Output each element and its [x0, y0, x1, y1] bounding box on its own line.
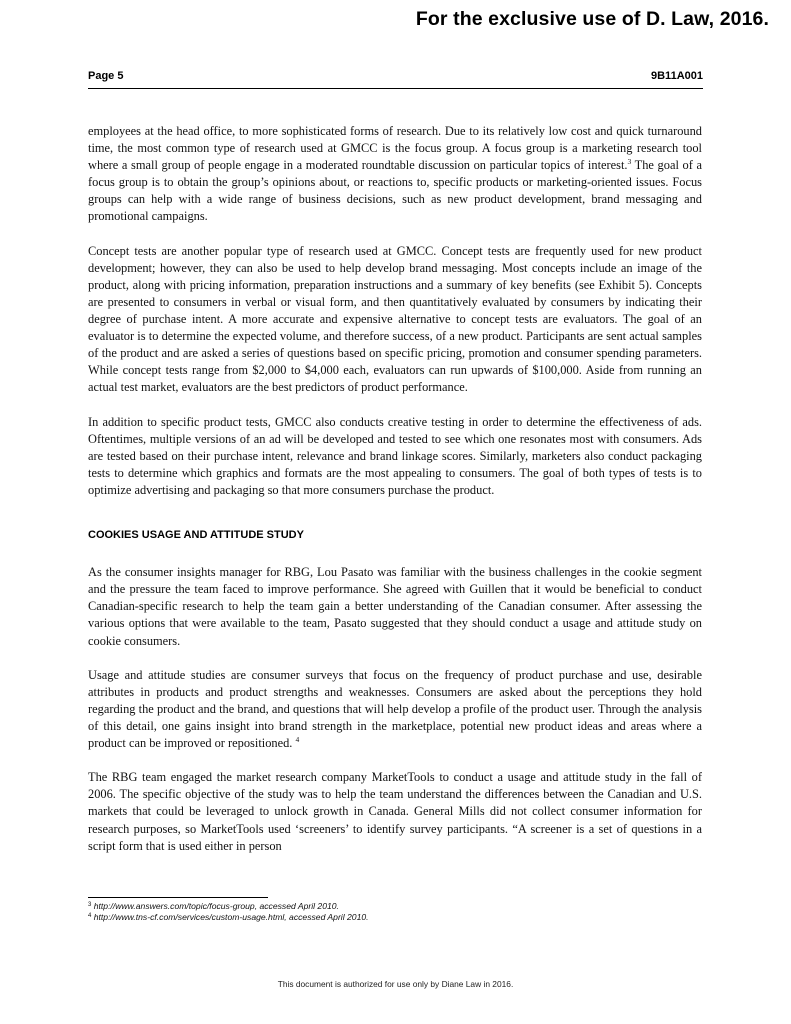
exclusive-use-watermark: For the exclusive use of D. Law, 2016. [415, 8, 769, 30]
footnote-divider [88, 897, 268, 898]
case-code: 9B11A001 [651, 70, 703, 82]
footnote-4: $^4$ http://www.tns-cf.com/services/custom-usage.html, accessed April 2010. [88, 912, 369, 922]
footnote-ref-3: 3 [627, 157, 632, 167]
page-number: Page 5 [88, 70, 124, 82]
body-text [88, 123, 702, 872]
paragraph-markettools: The RBG team engaged the market research company MarketTools to conduct a usage and attitude study in the fall of 2006. The specific objective of the study was to help the team understand the differences between the Canadian and U.S. markets that could be leveraged to unlock growth in Canada. General Mills did not collect consumer information for research purposes, so MarketTools used ‘screeners’ to identify survey participants. “A screener is a set of questions in a script form that is used either in person [88, 770, 702, 853]
footnote-3-link[interactable]: http://www.answers.com/topic/focus-group, accessed April 2010. [91, 901, 339, 911]
footnotes [88, 901, 369, 923]
paragraph-consumer-insights: As the consumer insights manager for RBG, Lou Pasato was familiar with the business challenges in the cookie segment and the pressure the team faced to improve performance. She agreed with Guillen that it would be beneficial to conduct Canadian-specific research to help the team gain a better understanding of the Canadian consumer. After assessing the various options that were available to the team, Pasato suggested that they should conduct a usage and attitude study on cookie consumers. [88, 565, 702, 648]
footnote-4-link[interactable]: http://www.tns-cf.com/services/custom-usage.html, accessed April 2010. [91, 912, 369, 922]
paragraph-creative-testing: In addition to specific product tests, GMCC also conducts creative testing in order to determine the effectiveness of ads. Oftentimes, multiple versions of an ad will be developed and tested to see which one resonates most with consumers. Ads are tested based on their purchase intent, relevance and brand linkage scores. Similarly, marketers also conduct packaging tests to determine which graphics and formats are the most appealing to consumers. The goal of both types of tests is to optimize advertising and packaging so that more consumers purchase the product. [88, 414, 702, 497]
header-divider [88, 88, 703, 89]
paragraph-usage-attitude: Usage and attitude studies are consumer surveys that focus on the frequency of product purchase and use, desirable attributes in products and product strengths and weaknesses. Consumers are asked about the perceptions they hold regarding the product and the brand, and questions that will help develop a profile of the product user. Through the analysis of this detail, one gains insight into brand strength in the marketplace, potential new product ideas and areas where a product can be improved or repositioned. $^4$ [88, 667, 702, 751]
section-heading: COOKIES USAGE AND ATTITUDE STUDY [88, 529, 304, 542]
paragraph-concept-tests: Concept tests are another popular type of research used at GMCC. Concept tests are frequently used for new product development; however, they can also be used to help develop brand messaging. Most concepts include an image of the product, along with pricing information, preparation instructions and a summary of key benefits (see Exhibit 5). Concepts are presented to consumers in verbal or visual form, and then quantitatively evaluated by consumers by indicating their degree of purchase intent. A more accurate and expensive alternative to concept tests are evaluators. The goal of an evaluator is to determine the expected volume, and therefore success, of a new product. Participants are sent actual samples of the product and are asked a series of questions based on specific pricing, promotion and consumer spending parameters. While concept tests range from $2,000 to $4,000 each, evaluators can run upwards of $100,000. Aside from running an actual test market, evaluators are the best predictors of product performance. [88, 243, 702, 395]
footnote-ref-4: 4 [295, 735, 300, 745]
footnote-3: $^3$ http://www.answers.com/topic/focus-group, accessed April 2010. [88, 901, 339, 911]
paragraph-focus-groups: employees at the head office, to more sophisticated forms of research. Due to its relatively low cost and quick turnaround time, the most common type of research used at GMCC is the focus group. A focus group is a marketing research tool where a small group of people engage in a moderated roundtable discussion on particular topics of interest.$^3$ The goal of a focus group is to obtain the group’s opinions about, or reactions to, specific products or marketing-oriented issues. Focus groups can help with a wide range of business decisions, such as new product development, brand messaging and promotional campaigns. [88, 124, 702, 224]
authorization-footer: This document is authorized for use only by Diane Law in 2016. [277, 979, 514, 989]
